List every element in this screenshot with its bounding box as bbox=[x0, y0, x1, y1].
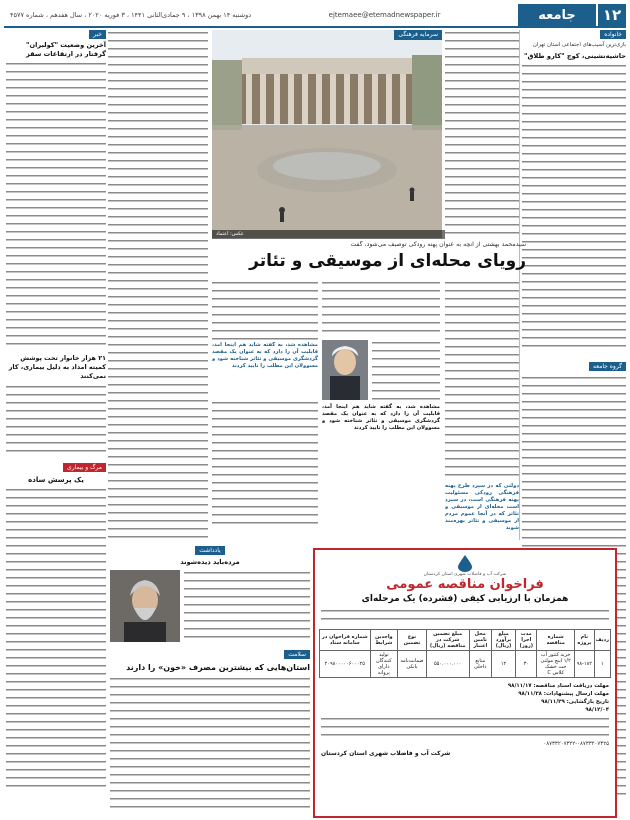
right-kicker: خانواده bbox=[600, 30, 626, 39]
th-4: مدت اجرا (روز) bbox=[516, 630, 537, 651]
td-2: ۹۸-۱۸۲ bbox=[574, 651, 594, 678]
td-10: ۲۰۹۸۰۰۰۰۰۶۰۰۰۲۵ bbox=[320, 651, 371, 678]
main-side-body bbox=[445, 30, 519, 240]
th-10: شماره فراخوان در سامانه ستاد bbox=[320, 630, 371, 651]
left-headline: آخرین وضعیت "کولبران" گرفتار در ارتفاعات سقز bbox=[26, 41, 106, 58]
left-second-headline: ۲۱ هزار خانوار تحت پوشش کمیته امداد به دلیل بیماری، کار نمی‌کنند bbox=[8, 354, 106, 380]
beheshti-portrait bbox=[322, 340, 368, 400]
main-left-highlight: مشاهده شد، به گفته شاید هم اینجا آمد، قابلیت آن را دارد که به عنوان یک مقصد گردشگری موسیقی و تئاتر شناخته شود و مسوولان این مطلب را تایید کردند bbox=[212, 342, 318, 369]
bottom-body bbox=[110, 676, 310, 811]
th-7: مبلغ تضمین شرکت در مناقصه (ریال) bbox=[426, 630, 469, 651]
td-3: خرید کنتور آب ۱/۲ اینچ مولتی جت خشک کلاس C bbox=[537, 651, 575, 678]
obit-headline: مرده‌باید‌ دیده‌شوند bbox=[180, 558, 240, 566]
right-headline: حاشیه‌نشینی، کوچ "کارو طلاق" bbox=[524, 52, 626, 60]
th-9: واجدین شرایط bbox=[370, 630, 398, 651]
main-headline-block bbox=[212, 241, 526, 281]
table-row bbox=[320, 651, 611, 678]
th-3: شماره مناقصه bbox=[537, 630, 575, 651]
portrait-illustration-2 bbox=[110, 570, 180, 642]
th-6: محل تامین اعتبار bbox=[469, 630, 491, 651]
middle-left-column bbox=[108, 30, 208, 540]
main-side-text bbox=[445, 30, 519, 240]
right-lower-column bbox=[520, 30, 522, 31]
th-1: ردیف bbox=[594, 630, 610, 651]
main-right-body bbox=[445, 280, 519, 480]
obit-portrait bbox=[110, 570, 180, 642]
page-header bbox=[4, 4, 626, 28]
ad-phone: ۰۸۷۳۳۲۰۷۳۲۲-۰۸۷۳۳۲۰۷۳۲۵ bbox=[543, 741, 609, 747]
header-dateline: دوشنبه ۱۴ بهمن ۱۳۹۸ ، ۹ جمادی‌الثانی ۱۴۴۱ ، ۳ فوریه ۲۰۲۰ ، سال هفدهم ، شماره ۴۵۷۷ bbox=[10, 11, 252, 19]
theatre-photo bbox=[212, 30, 442, 238]
ad-date-1: مهلت دریافت اسناد مناقصه: ۹۸/۱۱/۱۷ bbox=[507, 683, 609, 689]
left-subhead: یک پرسش ساده bbox=[28, 476, 84, 484]
pullquote: مشاهده شد، به گفته شاید هم اینجا آمد، قابلیت آن را دارد که به عنوان یک مقصد گردشگری موسیقی و تئاتر شناخته شود و مسوولان این مطلب را تایید کردند bbox=[322, 404, 440, 431]
ad-subtitle: همزمان با ارزیابی کیفی (فشرده) یک مرحله‌ای bbox=[361, 594, 569, 604]
water-drop-logo-icon bbox=[454, 554, 476, 572]
column-rule bbox=[519, 30, 520, 540]
left-column bbox=[6, 30, 106, 815]
main-center-body bbox=[322, 280, 440, 336]
main-quote: دولتی که در سپرد طرح پهنه فرهنگی رودکی مسئولیت پهنه فرهنگی است، در سپرد است محله‌ای از موسیقی و تئاتر که در آنجا عموم مردم از موسیقی و تئاتر بهره‌مند شوند bbox=[445, 483, 519, 531]
left-body-text-2 bbox=[6, 384, 106, 454]
main-center-body-2 bbox=[372, 340, 440, 400]
ad-intro-text bbox=[321, 608, 609, 626]
main-kicker: سرمایه فرهنگی bbox=[394, 30, 442, 40]
photo-caption: عکس: اعتماد bbox=[212, 230, 446, 239]
obit-block bbox=[110, 546, 310, 646]
ad-org: شرکت آب و فاضلاب شهری استان کردستان bbox=[423, 572, 507, 577]
th-8: نوع تضمین bbox=[398, 630, 427, 651]
td-4: ۳۰ bbox=[516, 651, 537, 678]
td-6: منابع داخلی bbox=[469, 651, 491, 678]
obit-body bbox=[184, 570, 310, 642]
right-body-text bbox=[522, 63, 626, 353]
header-email[interactable]: ejtemaee@etemadnewspaper.ir bbox=[328, 11, 441, 19]
td-7: ۵۵۰.۰۰۰.۰۰۰ bbox=[426, 651, 469, 678]
main-left-text bbox=[212, 280, 318, 540]
left-body-text-3 bbox=[6, 487, 106, 787]
city-theatre-illustration bbox=[212, 30, 442, 238]
bottom-kicker: سلامت bbox=[284, 650, 310, 659]
bottom-story bbox=[110, 650, 310, 815]
ad-dates bbox=[321, 682, 609, 714]
tender-advertisement bbox=[313, 548, 617, 818]
main-center-text bbox=[322, 280, 440, 540]
portrait-illustration bbox=[322, 340, 368, 400]
main-left-body-2 bbox=[212, 400, 318, 530]
td-1: ۱ bbox=[594, 651, 610, 678]
main-headline: رویای محله‌ای از موسیقی و تئاتر bbox=[249, 251, 526, 271]
th-5: مبلغ برآورد (ریال) bbox=[491, 630, 515, 651]
section-title: جامعه bbox=[518, 4, 596, 26]
obit-kicker: یادداشت bbox=[195, 546, 224, 555]
left-kicker-2: مرگ و بیماری bbox=[63, 463, 106, 472]
middle-left-body bbox=[108, 30, 208, 540]
main-subhead: سیدمحمد بهشتی از آنچه به عنوان پهنه رودکی توصیف می‌شود، گفت bbox=[350, 241, 526, 248]
main-left-body bbox=[212, 280, 318, 340]
td-5: ۱۲ bbox=[491, 651, 515, 678]
ad-date-3: تاریخ بازگشایی: ۹۸/۱۱/۲۹ bbox=[541, 699, 609, 705]
right-lead: بازی‌ترین آسیب‌های اجتماعی استان تهران bbox=[532, 42, 626, 48]
ad-footer: شرکت آب و فاضلاب شهری استان کردستان bbox=[321, 750, 451, 757]
ad-body-text bbox=[321, 716, 609, 738]
left-body-text bbox=[6, 61, 106, 351]
td-9: تولید کنندگان دارای پروانه bbox=[370, 651, 398, 678]
ad-date-2: مهلت ارسال پیشنهادات: ۹۸/۱۱/۲۸ bbox=[518, 691, 609, 697]
main-kicker-row bbox=[212, 30, 442, 40]
page-number: ۱۲ bbox=[598, 4, 626, 26]
left-kicker: خبر bbox=[89, 30, 106, 39]
tender-table bbox=[319, 629, 611, 678]
ad-title: فراخوان مناقصه عمومی bbox=[386, 577, 544, 592]
table-header-row bbox=[320, 630, 611, 651]
td-8: ضمانت‌نامه بانکی bbox=[398, 651, 427, 678]
bottom-headline: استان‌هایی که بیشترین مصرف «خون» را دارند bbox=[126, 663, 310, 672]
right-bottom-kicker: گروه جامعه bbox=[589, 362, 626, 371]
ad-date-4: ۹۸/۱۲/۰۴ bbox=[585, 707, 609, 713]
main-right-text bbox=[445, 280, 519, 540]
th-2: نام پروژه bbox=[574, 630, 594, 651]
